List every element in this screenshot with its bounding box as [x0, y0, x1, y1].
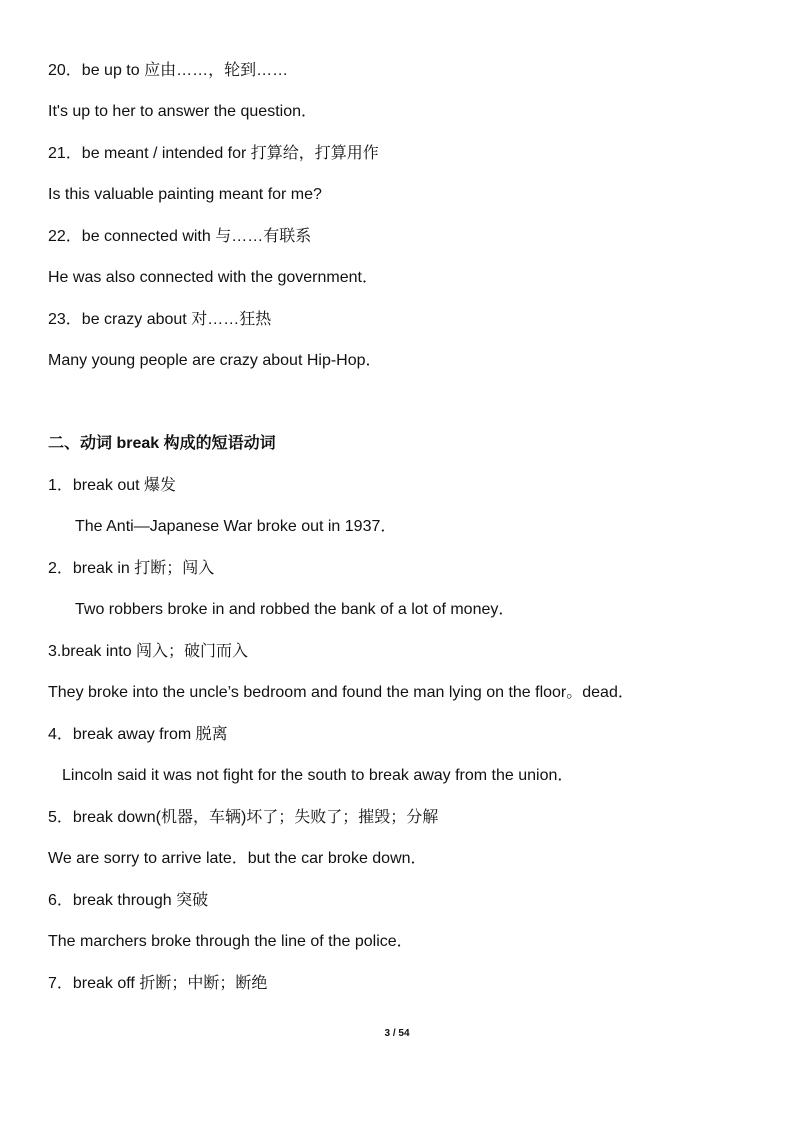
- page-number: 3 / 54: [384, 1028, 410, 1039]
- break-phrase-1: 1．break out 爆发: [48, 477, 177, 494]
- break-example-6: The marchers broke through the line of the police．: [48, 933, 413, 950]
- phrase-heading-20: 20．be up to 应由……，轮到……: [48, 62, 289, 79]
- phrase-heading-23: 23．be crazy about 对……狂热: [48, 311, 272, 328]
- break-phrase-7: 7．break off 折断；中断；断绝: [48, 975, 268, 992]
- phrase-heading-21: 21．be meant / intended for 打算给，打算用作: [48, 145, 379, 162]
- break-example-2: Two robbers broke in and robbed the bank of a lot of money．: [75, 601, 515, 618]
- example-sentence-23: Many young people are crazy about Hip-Hop．: [48, 352, 382, 369]
- break-phrase-5: 5．break down(机器，车辆)坏了；失败了；摧毁；分解: [48, 809, 439, 826]
- break-example-5: We are sorry to arrive late．but the car broke down．: [48, 850, 427, 867]
- example-sentence-20: It's up to her to answer the question．: [48, 103, 317, 120]
- break-phrase-3: 3.break into 闯入；破门而入: [48, 643, 249, 660]
- phrase-heading-22: 22．be connected with 与……有联系: [48, 228, 312, 245]
- break-example-4: Lincoln said it was not fight for the south to break away from the union．: [62, 767, 574, 784]
- break-example-3: They broke into the uncle’s bedroom and found the man lying on the floor。dead．: [48, 684, 634, 701]
- section-heading: 二、动词 break 构成的短语动词: [48, 435, 276, 452]
- example-sentence-22: He was also connected with the government．: [48, 269, 378, 286]
- break-phrase-6: 6．break through 突破: [48, 892, 209, 909]
- example-sentence-21: Is this valuable painting meant for me?: [48, 186, 322, 203]
- break-phrase-2: 2．break in 打断；闯入: [48, 560, 215, 577]
- break-phrase-4: 4．break away from 脱离: [48, 726, 228, 743]
- break-example-1: The Anti—Japanese War broke out in 1937．: [75, 518, 397, 535]
